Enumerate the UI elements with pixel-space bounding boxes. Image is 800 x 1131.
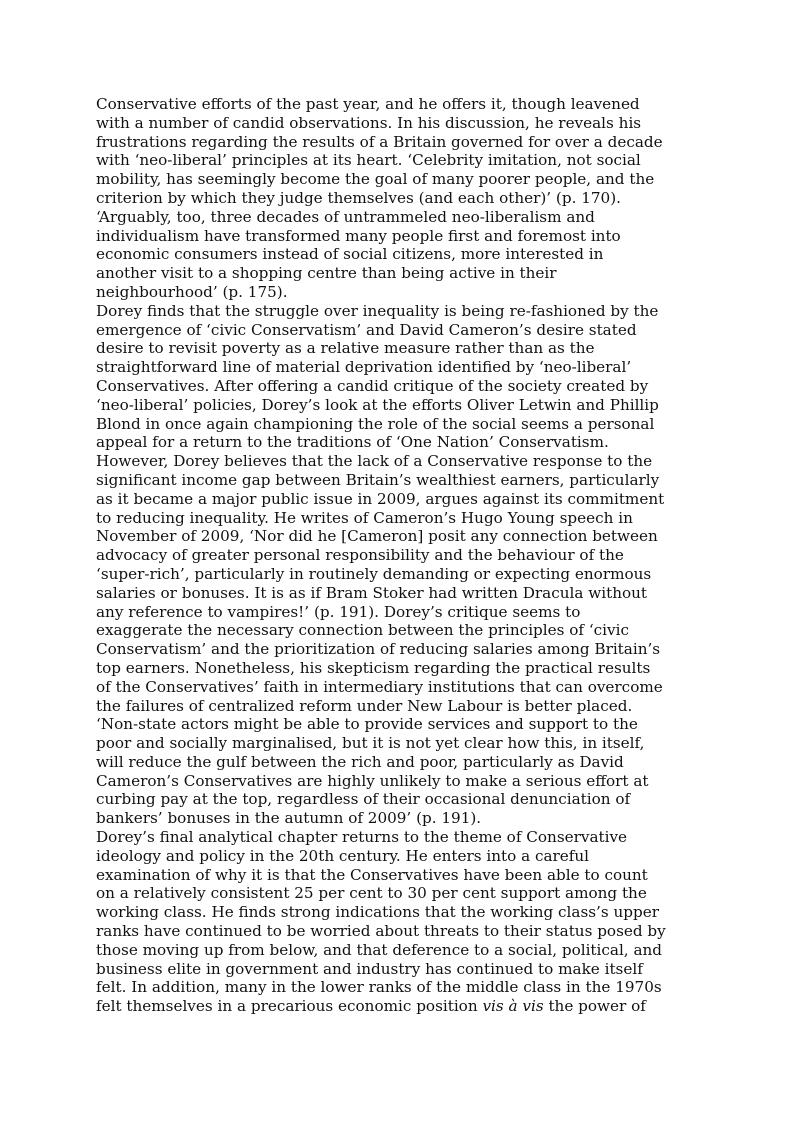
text-line: top earners. Nonetheless, his skepticism regarding the practical results: [96, 658, 651, 677]
text-segment: felt themselves in a precarious economic position: [96, 997, 483, 1016]
text-line: emergence of ‘civic Conservatism’ and David Cameron’s desire stated: [96, 320, 637, 339]
text-line: ranks have continued to be worried about threats to their status posed by: [96, 922, 666, 941]
text-line: will reduce the gulf between the rich and poor, particularly as David: [96, 752, 624, 771]
document-page: [96, 95, 704, 1016]
text-line: appeal for a return to the traditions of ‘One Nation’ Conservatism.: [96, 433, 609, 452]
text-line: Conservatives. After offering a candid critique of the society created by: [96, 376, 649, 395]
text-line: ‘Non-state actors might be able to provide services and support to the: [96, 715, 638, 734]
text-line: working class. He finds strong indications that the working class’s upper: [96, 903, 659, 922]
text-line: poor and socially marginalised, but it is not yet clear how this, in itself,: [96, 734, 645, 753]
text-line: significant income gap between Britain’s wealthiest earners, particularly: [96, 470, 660, 489]
text-line: Conservative efforts of the past year, and he offers it, though leavened: [96, 95, 640, 113]
text-line: individualism have transformed many people first and foremost into: [96, 226, 621, 245]
text-line: felt. In addition, many in the lower ranks of the middle class in the 1970s: [96, 978, 662, 997]
text-line: of the Conservatives’ faith in intermediary institutions that can overcome: [96, 677, 663, 696]
text-line: Conservatism’ and the prioritization of reducing salaries among Britain’s: [96, 640, 661, 659]
text-line: those moving up from below, and that deference to a social, political, and: [96, 940, 663, 959]
text-line: However, Dorey believes that the lack of a Conservative response to the: [96, 452, 653, 471]
text-line: advocacy of greater personal responsibility and the behaviour of the: [96, 546, 624, 565]
text-line-last: [96, 997, 704, 1016]
text-line: ‘neo-liberal’ policies, Dorey’s look at the efforts Oliver Letwin and Phillip: [96, 395, 659, 414]
text-line: any reference to vampires!’ (p. 191). Dorey’s critique seems to: [96, 602, 581, 621]
text-line: examination of why it is that the Conservatives have been able to count: [96, 865, 648, 884]
text-line: criterion by which they judge themselves (and each other)’ (p. 170).: [96, 188, 621, 207]
text-line: straightforward line of material deprivation identified by ‘neo-liberal’: [96, 358, 632, 377]
text-line: with ‘neo-liberal’ principles at its heart. ‘Celebrity imitation, not social: [96, 151, 641, 170]
text-line: Dorey’s final analytical chapter returns to the theme of Conservative: [96, 828, 628, 847]
text-line: mobility, has seemingly become the goal of many poorer people, and the: [96, 170, 655, 189]
text-line: to reducing inequality. He writes of Cameron’s Hugo Young speech in: [96, 508, 633, 527]
paragraph-1: [96, 95, 704, 302]
paragraph-3: [96, 828, 704, 1016]
text-line: ‘Arguably, too, three decades of untrammeled neo-liberalism and: [96, 207, 595, 226]
text-line: ‘super-rich’, particularly in routinely demanding or expecting enormous: [96, 564, 652, 583]
paragraph-2: [96, 302, 704, 828]
italic-phrase: vis à vis: [482, 997, 544, 1016]
text-line: salaries or bonuses. It is as if Bram Stoker had written Dracula without: [96, 583, 647, 602]
text-line: with a number of candid observations. In his discussion, he reveals his: [96, 113, 642, 132]
text-line: ideology and policy in the 20th century. He enters into a careful: [96, 846, 590, 865]
text-line: bankers’ bonuses in the autumn of 2009’ (p. 191).: [96, 809, 482, 828]
text-line: another visit to a shopping centre than being active in their: [96, 264, 557, 283]
text-line: desire to revisit poverty as a relative measure rather than as the: [96, 339, 595, 358]
text-line: frustrations regarding the results of a Britain governed for over a decade: [96, 132, 663, 151]
text-line: as it became a major public issue in 2009, argues against its commitment: [96, 489, 665, 508]
text-line: Dorey finds that the struggle over inequality is being re-fashioned by the: [96, 301, 659, 320]
text-line: economic consumers instead of social citizens, more interested in: [96, 245, 604, 264]
text-line: curbing pay at the top, regardless of their occasional denunciation of: [96, 790, 631, 809]
text-line: Cameron’s Conservatives are highly unlikely to make a serious effort at: [96, 771, 649, 790]
text-line: November of 2009, ‘Nor did he [Cameron] posit any connection between: [96, 527, 658, 546]
text-line: exaggerate the necessary connection between the principles of ‘civic: [96, 621, 629, 640]
text-line: on a relatively consistent 25 per cent to 30 per cent support among the: [96, 884, 647, 903]
text-line: the failures of centralized reform under New Labour is better placed.: [96, 696, 633, 715]
text-line: business elite in government and industry has continued to make itself: [96, 959, 643, 978]
text-line: Blond in once again championing the role of the social seems a personal: [96, 414, 655, 433]
text-segment: the power of: [543, 997, 646, 1016]
text-line: neighbourhood’ (p. 175).: [96, 282, 288, 301]
